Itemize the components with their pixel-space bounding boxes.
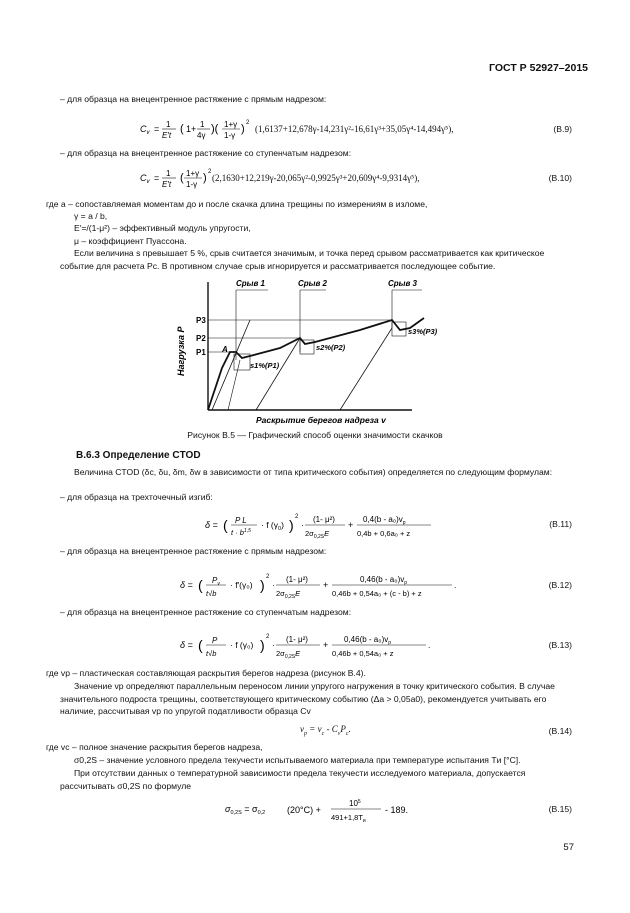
- standard-header: ГОСТ Р 52927–2015: [489, 62, 588, 74]
- equation-b11: [205, 512, 435, 544]
- equation-number-b10: (В.10): [548, 173, 572, 183]
- svg-text:2: 2: [295, 514, 299, 520]
- svg-text:(: (: [223, 517, 228, 533]
- svg-text:): ): [289, 517, 294, 533]
- ctod-intro: Величина CTOD (δc, δu, δm, δw в зависимости от типа критического события) определяется по следующим формулам:: [74, 467, 553, 477]
- svg-text:0,4(b - a₀)vp: $0,4(b - a_0)v_p$: [363, 515, 406, 526]
- svg-text:(1- μ²): (1- μ²): [313, 515, 335, 524]
- svg-text:σ0,2S = σ0,2: $\sigma_{0,2S} = \sigma_{0,2}$: [225, 804, 266, 816]
- y-axis-label: Нагрузка P: [176, 326, 186, 376]
- svg-text:δ =: δ =: [205, 520, 218, 530]
- paragraph-eccentric-straight: – для образца на внецентренное растяжение с прямым надрезом:: [60, 94, 327, 104]
- page-number: 57: [563, 842, 574, 853]
- svg-text:2: 2: [208, 169, 212, 175]
- equation-number-b15: (В.15): [548, 804, 572, 814]
- where-vp: где vp – пластическая составляющая раскрытия берегов надреза (рисунок В.4).: [46, 668, 366, 678]
- svg-text:.: .: [454, 580, 457, 590]
- note-s2: s2%(P2): [316, 343, 346, 352]
- svg-text:- 189.: - 189.: [385, 805, 409, 815]
- paragraph-three-point: – для образца на трехточечный изгиб:: [60, 492, 213, 502]
- jump-2-label: Срыв 2: [298, 279, 327, 288]
- svg-text:+: +: [348, 520, 354, 530]
- svg-text:(: (: [180, 123, 184, 135]
- svg-text:1+: 1+: [186, 124, 197, 134]
- svg-text:2: 2: [246, 120, 250, 126]
- svg-text:2: 2: [266, 574, 270, 580]
- svg-text:Cv: $C_v$: [140, 173, 150, 185]
- svg-text:·: ·: [272, 640, 275, 650]
- jump-1-label: Срыв 1: [236, 279, 265, 288]
- paragraph-jump-significance: Если величина s превышает 5 %, срыв считается значимым, и точка перед срывом рассматривается как критическое событие для расчета Pc. В противном случае срыв игнорируется и рассматривается последующее событие.: [60, 248, 545, 271]
- svg-text:0,46(b - a₀)vp: $0,46(b - a_0)v_p$: [360, 575, 408, 586]
- svg-text:t√b: t√b: [206, 649, 217, 658]
- paragraph-eccentric-straight-2: – для образца на внецентренное растяжение с прямым надрезом:: [60, 546, 327, 556]
- svg-text:· f′(γ₀): · f′(γ₀): [230, 580, 253, 590]
- paragraph-no-data: При отсутствии данных о температурной зависимости предела текучести исследуемого материала, допускается рассчитывать σ0,2S по формуле: [60, 768, 526, 791]
- svg-text:0,46b + 0,54a₀ + z: 0,46b + 0,54a₀ + z: [332, 649, 394, 658]
- equation-number-b12: (В.12): [548, 580, 572, 590]
- paragraph-eccentric-step: – для образца на внецентренное растяжение со ступенчатым надрезом:: [60, 148, 352, 158]
- svg-text:(1- μ²): (1- μ²): [286, 575, 308, 584]
- note-s3: s3%(P3): [408, 327, 438, 336]
- figure-b5: [160, 268, 460, 428]
- svg-text:Cv: $C_v$: [140, 124, 150, 136]
- svg-text:(1- μ²): (1- μ²): [286, 635, 308, 644]
- svg-text:0,46b + 0,54a₀ + (c - b) + z: 0,46b + 0,54a₀ + (c - b) + z: [332, 589, 422, 598]
- note-s1: s1%(P1): [250, 361, 280, 370]
- e-definition: E′=/(1-μ²) – эффективный модуль упругости,: [74, 223, 251, 233]
- figure-caption: Рисунок В.5 — Графический способ оценки значимости скачков: [187, 430, 443, 440]
- svg-text:): ): [260, 637, 265, 653]
- svg-text:P L: P L: [235, 516, 247, 525]
- svg-text:t · b1,5: $t \cdot b^{1,5}$: [231, 528, 251, 537]
- svg-text:1-γ: 1-γ: [186, 180, 198, 189]
- svg-text:δ =: δ =: [180, 580, 193, 590]
- svg-text:1: 1: [200, 120, 205, 129]
- svg-text:E′t: E′t: [162, 180, 172, 189]
- level-p3: P3: [196, 316, 206, 325]
- equation-b12: [180, 572, 470, 606]
- level-p1: P1: [196, 348, 206, 357]
- sigma-definition: σ0,2S – значение условного предела текучести испытываемого материала при температуре испытания Tи [°C].: [74, 755, 521, 765]
- svg-text:1-γ: 1-γ: [224, 131, 236, 140]
- svg-text:1: 1: [166, 169, 171, 178]
- svg-text:Pv: $P_v$: [212, 576, 220, 587]
- svg-text:δ =: δ =: [180, 640, 193, 650]
- svg-text:P: P: [212, 636, 218, 645]
- svg-text:): ): [203, 172, 207, 184]
- svg-text:E′t: E′t: [162, 131, 172, 140]
- svg-text:+: +: [323, 580, 329, 590]
- point-a: A: [222, 345, 228, 354]
- equation-b9-polynomial: (1,6137+12,678γ-14,231γ²-16,61γ³+35,05γ⁴-14,494γ⁵),: [255, 124, 454, 134]
- svg-text:.: .: [428, 640, 431, 650]
- where-vc: где vc – полное значение раскрытия берегов надреза,: [46, 742, 263, 752]
- svg-text:(: (: [198, 577, 203, 593]
- gamma-definition: γ = a / b,: [74, 211, 108, 221]
- x-axis-label: Раскрытие берегов надреза v: [256, 415, 386, 425]
- svg-text:·: ·: [301, 520, 304, 530]
- svg-text:0,46(b - a₀)vp: $0,46(b - a_0)v_p$: [344, 635, 392, 646]
- svg-text:=: =: [154, 173, 160, 183]
- equation-b14: $v_p = v_c - C_vP_c$.: [300, 724, 351, 737]
- svg-text:=: =: [154, 124, 160, 134]
- equation-b15: [225, 796, 425, 828]
- svg-text:2: 2: [266, 634, 270, 640]
- svg-text:+: +: [323, 640, 329, 650]
- svg-text:2σ0,2SE: $2\sigma_{0,2S}E$: [276, 649, 301, 660]
- svg-text:2σ0,2SE: $2\sigma_{0,2S}E$: [276, 589, 301, 600]
- svg-text:105: $10^5$: [349, 799, 361, 808]
- equation-number-b13: (В.13): [548, 640, 572, 650]
- svg-text:491+1,8Tи: $491+1,8T_и$: [331, 813, 366, 824]
- svg-text:): ): [260, 577, 265, 593]
- svg-text:·: ·: [272, 580, 275, 590]
- equation-b10-polynomial: (2,1630+12,219γ-20,065γ²-0,9925γ³+20,609γ⁴-9,9314γ⁵),: [212, 173, 420, 183]
- paragraph-vp: Значение vp определяют параллельным переносом линии упругого нагружения в точку критического события. В случае значительного подроста трещины, соответствующего критическому событию (Δa > 0,05a0), рекомендуется учитывать его наличие, рассчитывая vp по упругой податливости образца Cv: [60, 681, 555, 717]
- equation-number-b11: (В.11): [549, 519, 572, 529]
- svg-text:): ): [241, 123, 245, 135]
- svg-text:1+γ: 1+γ: [224, 120, 238, 129]
- where-a: где a – сопоставляемая моментам до и после скачка длина трещины по измерениям в изломе,: [46, 199, 428, 209]
- svg-text:(: (: [198, 637, 203, 653]
- svg-text:(20°C) +: (20°C) +: [287, 805, 321, 815]
- paragraph-eccentric-step-2: – для образца на внецентренное растяжение со ступенчатым надрезом:: [60, 607, 352, 617]
- jump-3-label: Срыв 3: [388, 279, 417, 288]
- svg-text:1+γ: 1+γ: [186, 169, 200, 178]
- section-title: В.6.3 Определение CTOD: [76, 450, 201, 461]
- svg-text:1: 1: [166, 120, 171, 129]
- svg-text:t√b: t√b: [206, 589, 217, 598]
- level-p2: P2: [196, 334, 206, 343]
- load-curve: [208, 318, 424, 410]
- svg-text:2σ0,2SE: $2\sigma_{0,2S}E$: [305, 529, 330, 540]
- equation-b13: [180, 632, 450, 666]
- svg-text:· f (γ0): · f $(\gamma_0)$: [261, 520, 284, 532]
- equation-number-b9: (В.9): [553, 124, 572, 134]
- mu-definition: μ – коэффициент Пуассона.: [74, 236, 187, 246]
- svg-text:)(: )(: [211, 123, 219, 135]
- svg-text:· f (γ₀): · f (γ₀): [230, 640, 254, 650]
- svg-text:0,4b + 0,6a₀ + z: 0,4b + 0,6a₀ + z: [357, 529, 411, 538]
- equation-number-b14: (В.14): [548, 726, 572, 736]
- svg-text:(: (: [180, 172, 184, 184]
- svg-text:4γ: 4γ: [197, 131, 206, 140]
